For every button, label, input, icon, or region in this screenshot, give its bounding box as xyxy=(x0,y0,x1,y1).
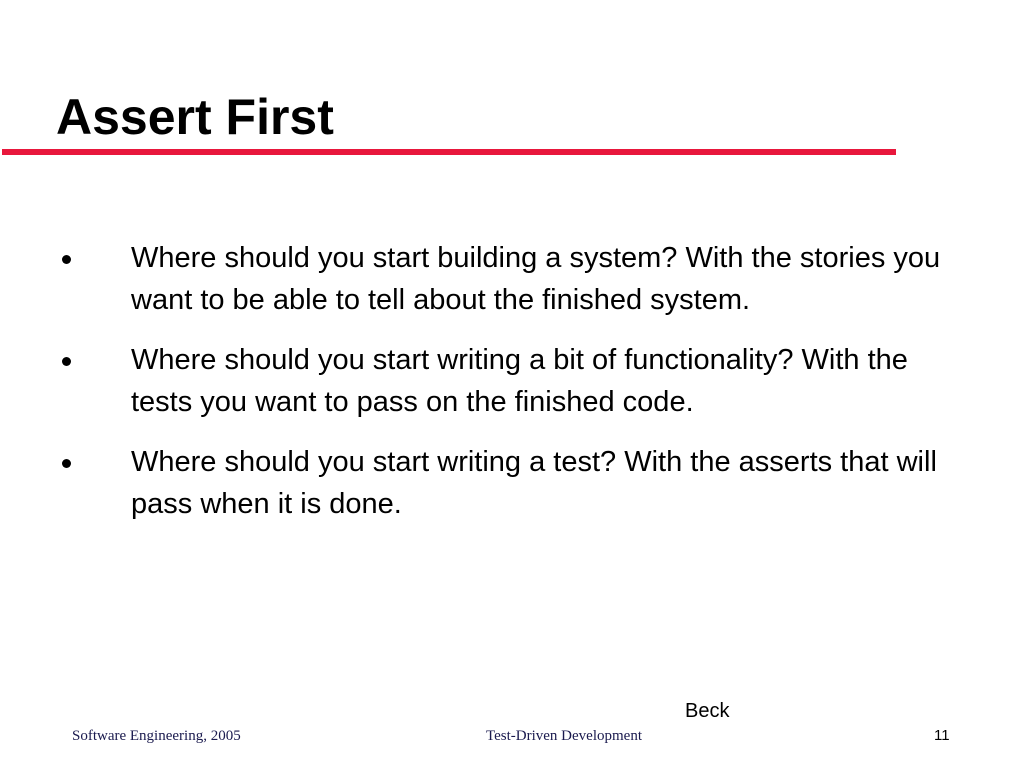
bullet-item xyxy=(0,238,951,321)
credit-label: Beck xyxy=(685,700,730,722)
bullet-dot-icon xyxy=(62,357,71,366)
slide-title: Assert First xyxy=(56,89,334,145)
bullet-text: Where should you start writing a test? With the asserts that will pass when it is done. xyxy=(131,446,937,520)
title-underline xyxy=(2,149,896,155)
page-number: 11 xyxy=(934,727,950,744)
bullet-item xyxy=(0,442,951,525)
bullet-dot-icon xyxy=(62,459,71,468)
footer-course: Software Engineering, 2005 xyxy=(72,728,241,744)
bullet-list xyxy=(0,238,1024,544)
bullet-dot-icon xyxy=(62,255,71,264)
bullet-text: Where should you start building a system? With the stories you want to be able to tell about the finished system. xyxy=(131,242,941,316)
bullet-item xyxy=(0,340,951,423)
footer-topic: Test-Driven Development xyxy=(486,728,642,744)
bullet-text: Where should you start writing a bit of functionality? With the tests you want to pass on the finished code. xyxy=(131,344,908,418)
